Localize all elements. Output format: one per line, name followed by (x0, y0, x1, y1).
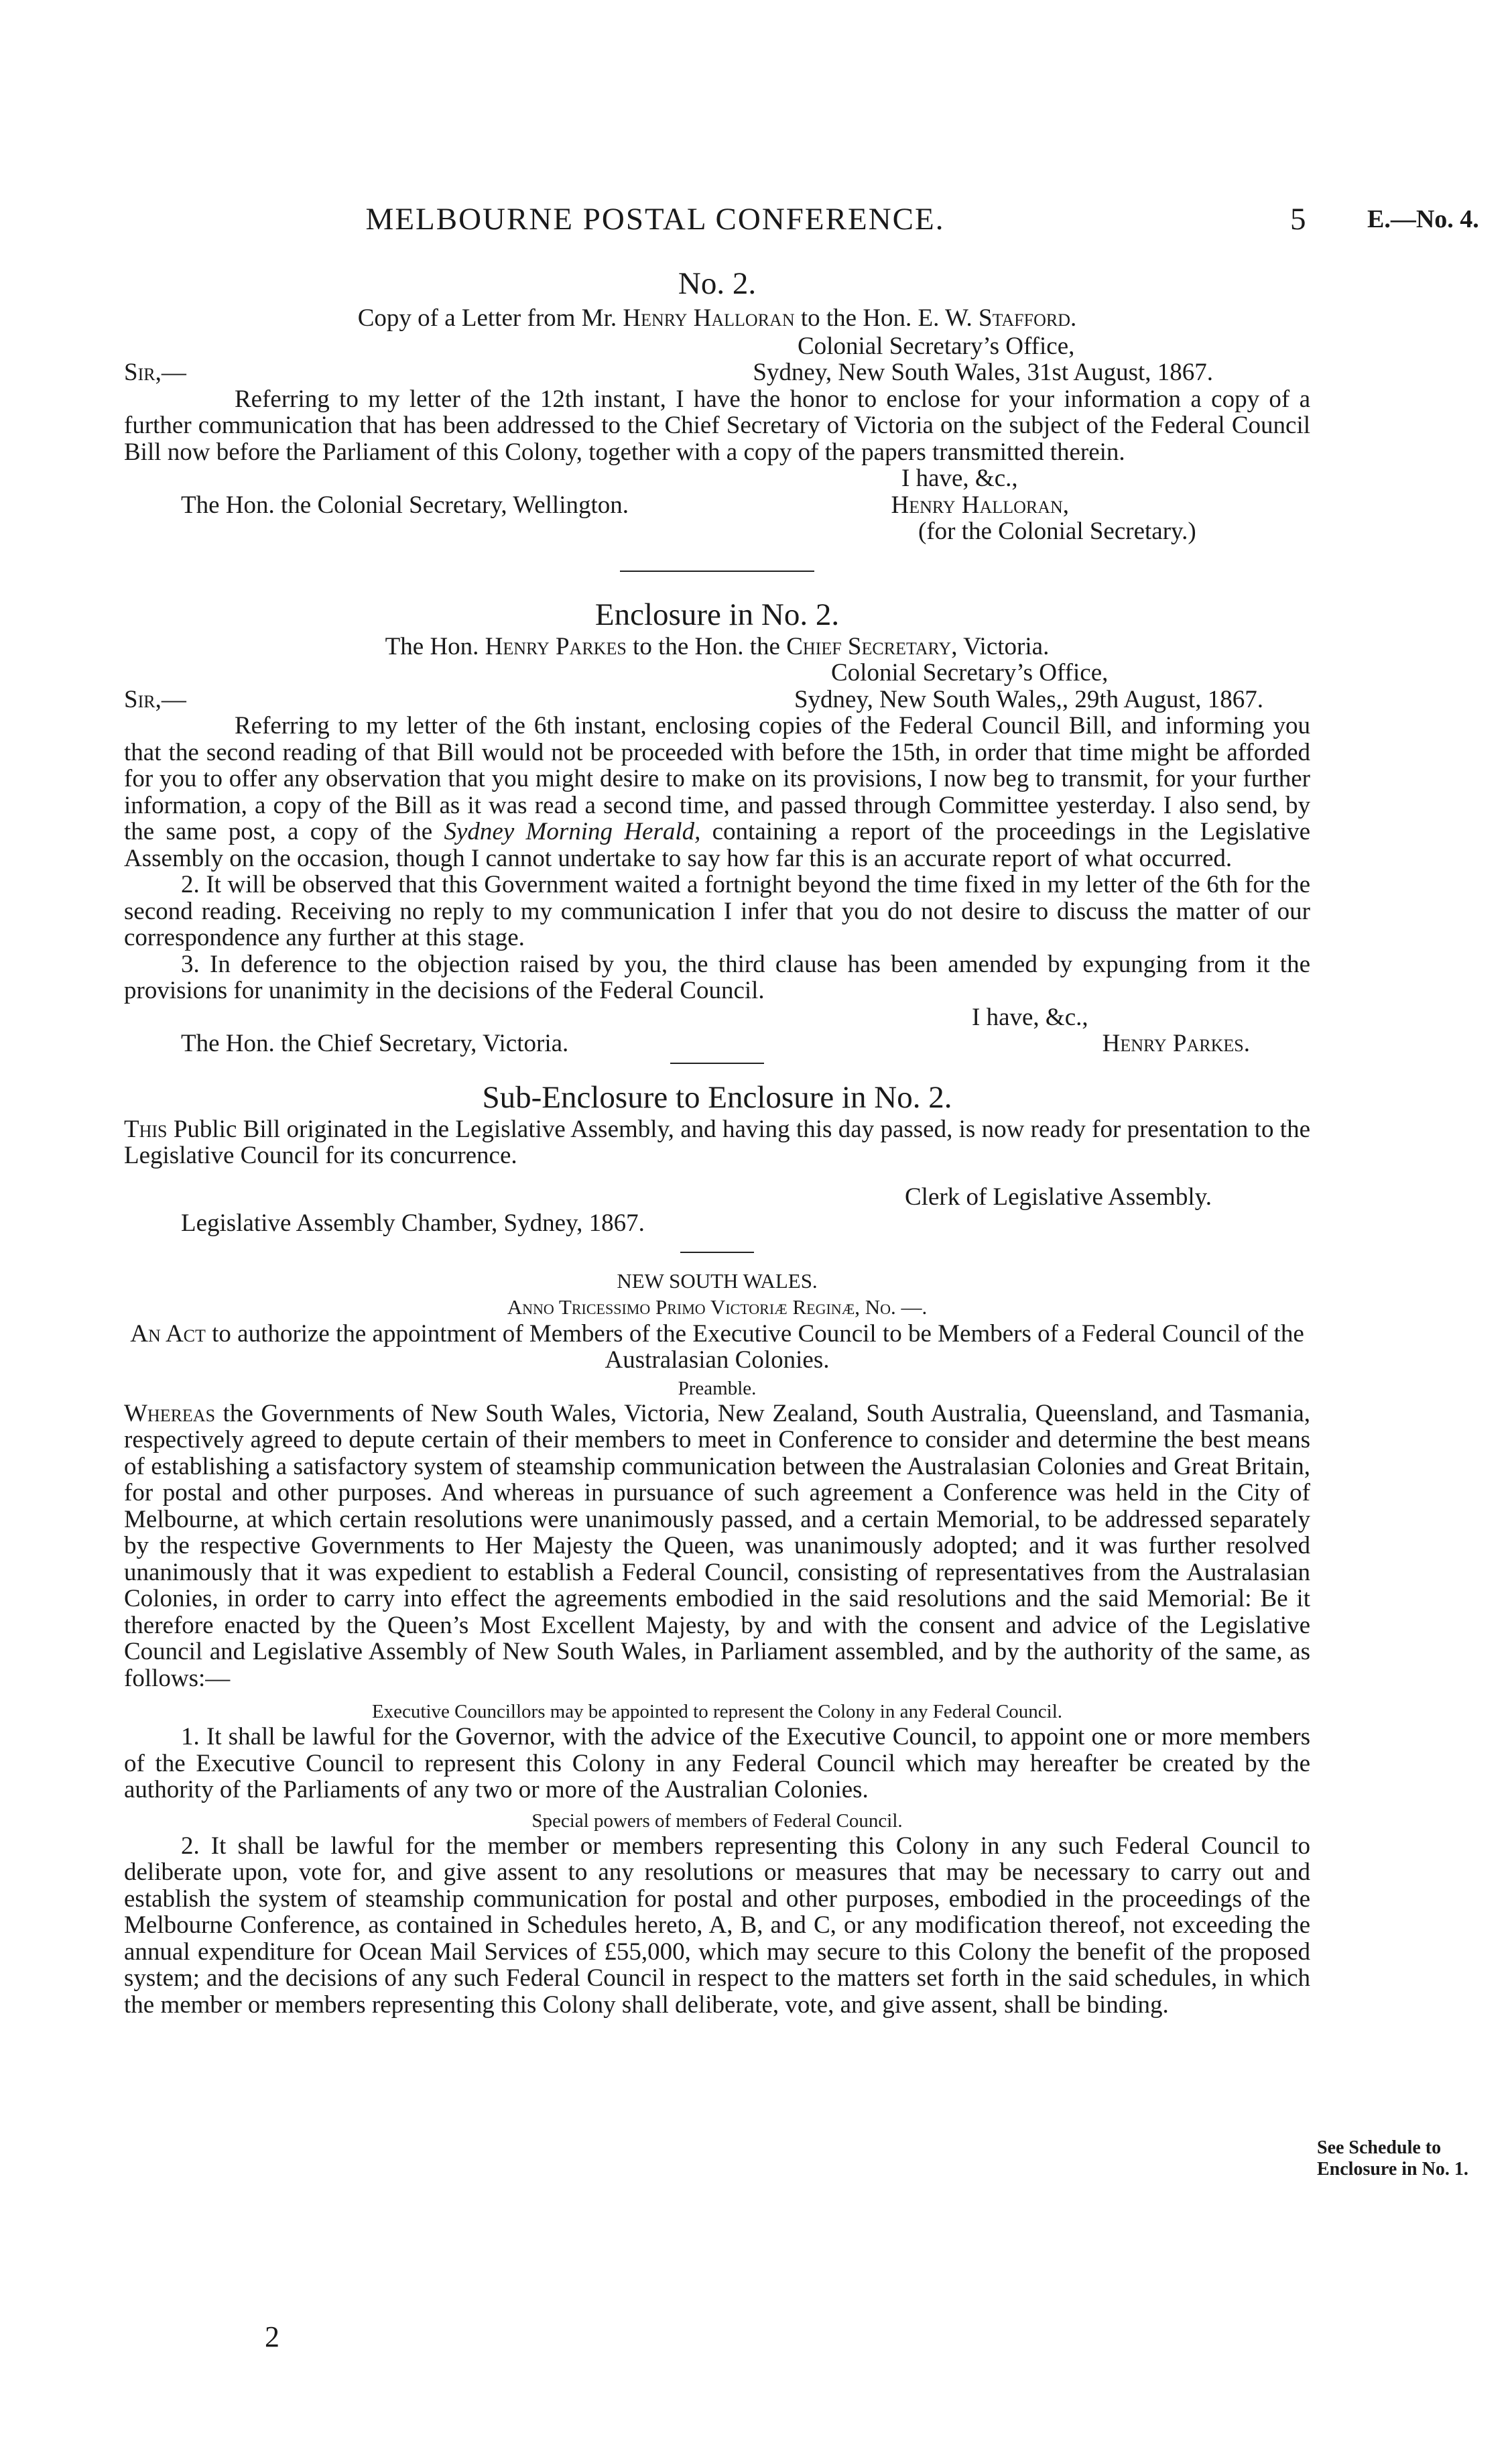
act-anno: Anno Tricessimo Primo Victoriæ Reginæ, No. —. (507, 1295, 928, 1319)
salutation: Sir,— (124, 685, 186, 713)
act-jurisdiction: NEW SOUTH WALES. (617, 1268, 818, 1293)
signature-mark: 2 (265, 2320, 279, 2353)
enclosure-office: Colonial Secretary’s Office, (831, 659, 1109, 687)
chamber-line: Legislative Assembly Chamber, Sydney, 1867. (181, 1209, 645, 1237)
enclosure-sender: Henry Parkes (485, 632, 627, 660)
salutation: Sir,— (124, 359, 186, 386)
enclosure-recipient: Chief Secretary, (786, 632, 958, 660)
addressee: The Hon. the Chief Secretary, Victoria. (181, 1030, 569, 1057)
section-2-body: 2. It shall be lawful for the member or members representing this Colony in any such Federal Council to deliberate upon, vote for, and give assent to any resolutions or measures that may be necessary to carry out and establish the system of steamship communication for postal and other purposes, embodied in the proceedings of the Melbourne Conference, as contained in Schedules hereto, A, B, and C, or any modification thereof, not exceeding the annual expenditure for Ocean Mail Services of £55,000, which may secure to this Colony the benefit of the proposed system; and the decisions of any such Federal Council in respect to the matters set forth in the said schedules, in which the member or members representing this Colony shall deliberate, vote, and give assent, shall be binding. (124, 1832, 1310, 2019)
act-title: An Act to authorize the appointment of Members of the Executive Council to be Members of a Federal Council of the Australasian Colonies. (130, 1319, 1304, 1374)
signature: Henry Halloran, (891, 491, 1069, 519)
enclosure-heading: Enclosure in No. 2. (594, 597, 840, 632)
document-code: E.—No. 4. (1367, 205, 1479, 233)
section-2-heading: Special powers of members of Federal Council. (531, 1809, 903, 1832)
enclosure-dateline (124, 687, 1310, 713)
sub-enclosure-heading: Sub-Enclosure to Enclosure in No. 2. (482, 1079, 952, 1115)
signature: Henry Parkes. (1102, 1030, 1250, 1057)
divider (680, 1252, 754, 1253)
letter-body: Referring to my letter of the 12th instant, I have the honor to enclose for your information a copy of a further communication that has been addressed to the Chief Secretary of Victoria on the subject of the Federal Council Bill now before the Parliament of this Colony, together with a copy of the papers transmitted therein. (124, 385, 1310, 466)
enclosure-paragraph-3: 3. In deference to the objection raised by you, the third clause has been amended by expunging from it the provisions for unanimity in the decisions of the Federal Council. (124, 950, 1310, 1004)
preamble-body: Whereas the Governments of New South Wales, Victoria, New Zealand, South Australia, Queensland, and Tasmania, respectively agreed to depute certain of their members to meet in Conference to consider and determine the best means of establishing a satisfactory system of steamship communication between the Australasian Colonies and Great Britain, for postal and other purposes. And whereas in pursuance of such agreement a Conference was held in the City of Melbourne, at which certain resolutions were unanimously passed, and a certain Memorial, to be addressed separately by the respective Governments to Her Majesty the Queen, was unanimously adopted; and it was further resolved unanimously that it was expedient to establish a Federal Council, consisting of representatives from the Australasian Colonies, in order to carry into effect the agreements embodied in the said resolutions and the said Memorial: Be it therefore enacted by the Queen’s Most Excellent Majesty, by and with the consent and advice of the Legislative Council and Legislative Assembly of New South Wales, in Parliament assembled, and by the authority of the same, as follows:— (124, 1399, 1310, 1692)
page-number: 5 (1290, 202, 1306, 237)
enclosure-paragraph-1: Referring to my letter of the 6th instant, enclosing copies of the Federal Council Bill, and informing you that the second reading of that Bill would not be proceeded with before the 15th, in order that time might be afforded for you to offer any observation that you might desire to make on its provisions, I now beg to transmit, for your further information, a copy of the Bill as it was read a second time, and passed through Committee yesterday. I also send, by the same post, a copy of the Sydney Morning Herald, containing a report of the proceedings in the Legislative Assembly on the occasion, though I cannot undertake to say how far this is an accurate report of what occurred. (124, 712, 1311, 872)
enclosure-paragraph-2: 2. It will be observed that this Government waited a fortnight beyond the time fixed in my letter of the 6th for the second reading. Receiving no reply to my communication I infer that you do not desire to discuss the matter of our correspondence any further at this stage. (124, 871, 1310, 951)
enclosure-closing: I have, &c., (972, 1003, 1088, 1031)
document-body (124, 265, 1310, 2018)
section-1-body: 1. It shall be lawful for the Governor, with the advice of the Executive Council, to appoint one or more members of the Executive Council to represent this Colony in any Federal Council which may hereafter be created by the authority of the Parliaments of any two or more of the Australian Colonies. (124, 1723, 1310, 1803)
letter-office: Colonial Secretary’s Office, (798, 332, 1075, 360)
letter-recipient: Stafford. (979, 304, 1077, 332)
place-date: Sydney, New South Wales, 31st August, 1867. (753, 359, 1213, 386)
letter-sender: Henry Halloran (623, 304, 795, 332)
newspaper-title: Sydney Morning Herald, (444, 818, 701, 845)
section-1-heading: Executive Councillors may be appointed to represent the Colony in any Federal Council. (371, 1701, 1063, 1722)
place-date: Sydney, New South Wales,, 29th August, 1867. (794, 685, 1263, 713)
divider (620, 571, 814, 572)
letter-signoff (124, 492, 1310, 519)
page-title: MELBOURNE POSTAL CONFERENCE. (365, 202, 945, 237)
letter-caption: Copy of a Letter from Mr. Henry Halloran to the Hon. E. W. Stafford. (357, 304, 1077, 332)
sub-enclosure-body: This Public Bill originated in the Legislative Assembly, and having this day passed, is now ready for presentation to the Legislative Council for its concurrence. (124, 1115, 1311, 1169)
preamble-heading: Preamble. (678, 1377, 757, 1399)
clerk-line: Clerk of Legislative Assembly. (905, 1183, 1212, 1211)
enclosure-signoff (124, 1030, 1310, 1057)
divider (670, 1063, 764, 1064)
letter-dateline (124, 359, 1310, 386)
enclosure-caption: The Hon. Henry Parkes to the Hon. the Chief Secretary, Victoria. (385, 632, 1050, 660)
letter-closing: I have, &c., (901, 465, 1018, 492)
signature-note: (for the Colonial Secretary.) (918, 518, 1196, 545)
addressee: The Hon. the Colonial Secretary, Wellington. (181, 491, 629, 519)
margin-note: See Schedule to Enclosure in No. 1. (1317, 2137, 1468, 2180)
letter-number: No. 2. (678, 266, 757, 301)
